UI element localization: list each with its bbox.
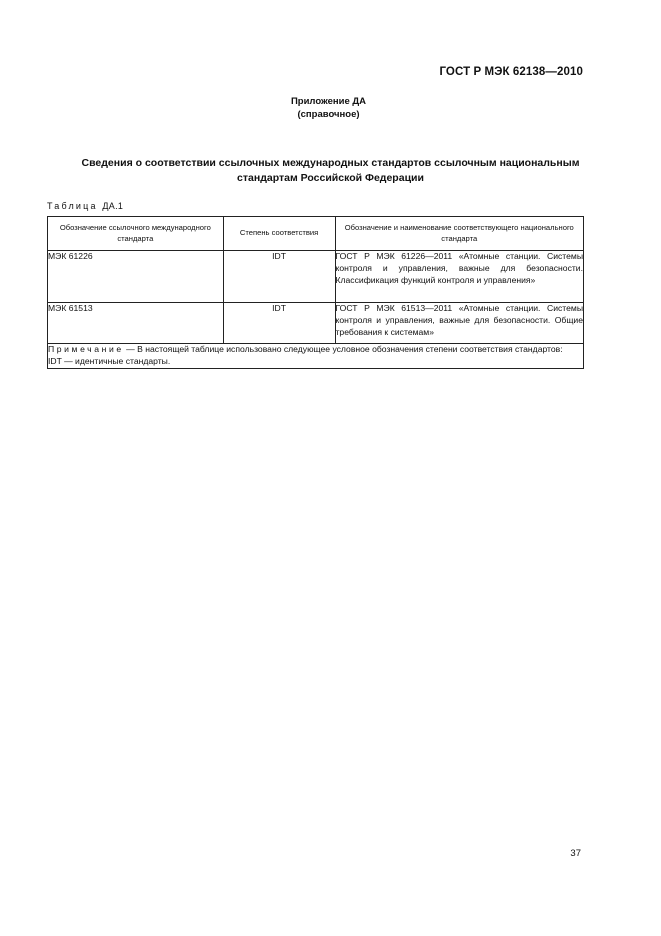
- page-title-line-1: Сведения о соответствии ссылочных международных стандартов ссылочным национальным: [81, 157, 580, 169]
- annex-subtitle: (справочное): [297, 109, 360, 120]
- international-standard-code: МЭК 61226: [48, 251, 224, 303]
- note-legend: IDT — идентичные стандарты.: [48, 355, 171, 366]
- column-header-degree: Степень соответствия: [223, 217, 335, 251]
- correspondence-degree: IDT: [223, 251, 335, 303]
- national-standard-title: ГОСТ Р МЭК 61226—2011 «Атомные станции. Системы контроля и управления, важные для безопасности. Классификация функций контроля и управления»: [335, 251, 584, 303]
- table-row: [48, 251, 584, 303]
- page-title: [30, 156, 631, 186]
- note-text: В настоящей таблице использовано следующее условное обозначения степени соответствия стандартов:: [137, 344, 563, 354]
- table-row: [48, 303, 584, 344]
- table-caption-label: Таблица: [47, 201, 98, 211]
- note-label: Примечание: [48, 344, 124, 354]
- standards-correspondence-table: [47, 216, 584, 369]
- table-header-row: [48, 217, 584, 251]
- table-note: [48, 344, 584, 369]
- column-header-international-standard: Обозначение ссылочного международного стандарта: [48, 217, 224, 251]
- page-number: 37: [570, 848, 581, 859]
- table-caption: [47, 201, 123, 211]
- column-header-national-standard: Обозначение и наименование соответствующего национального стандарта: [335, 217, 584, 251]
- note-paragraph: [48, 344, 583, 356]
- annex-heading: [0, 95, 661, 121]
- document-code-header: ГОСТ Р МЭК 62138—2010: [439, 66, 583, 78]
- page-title-line-2: стандартам Российской Федерации: [237, 172, 424, 184]
- note-dash: —: [123, 344, 138, 354]
- annex-title: Приложение ДА: [290, 96, 367, 107]
- national-standard-title: ГОСТ Р МЭК 61513—2011 «Атомные станции. Системы контроля и управления, важные для безопасности. Общие требования к системам»: [335, 303, 584, 344]
- table-note-row: [48, 344, 584, 369]
- correspondence-degree: IDT: [223, 303, 335, 344]
- table-caption-number: ДА.1: [102, 201, 124, 211]
- international-standard-code: МЭК 61513: [48, 303, 224, 344]
